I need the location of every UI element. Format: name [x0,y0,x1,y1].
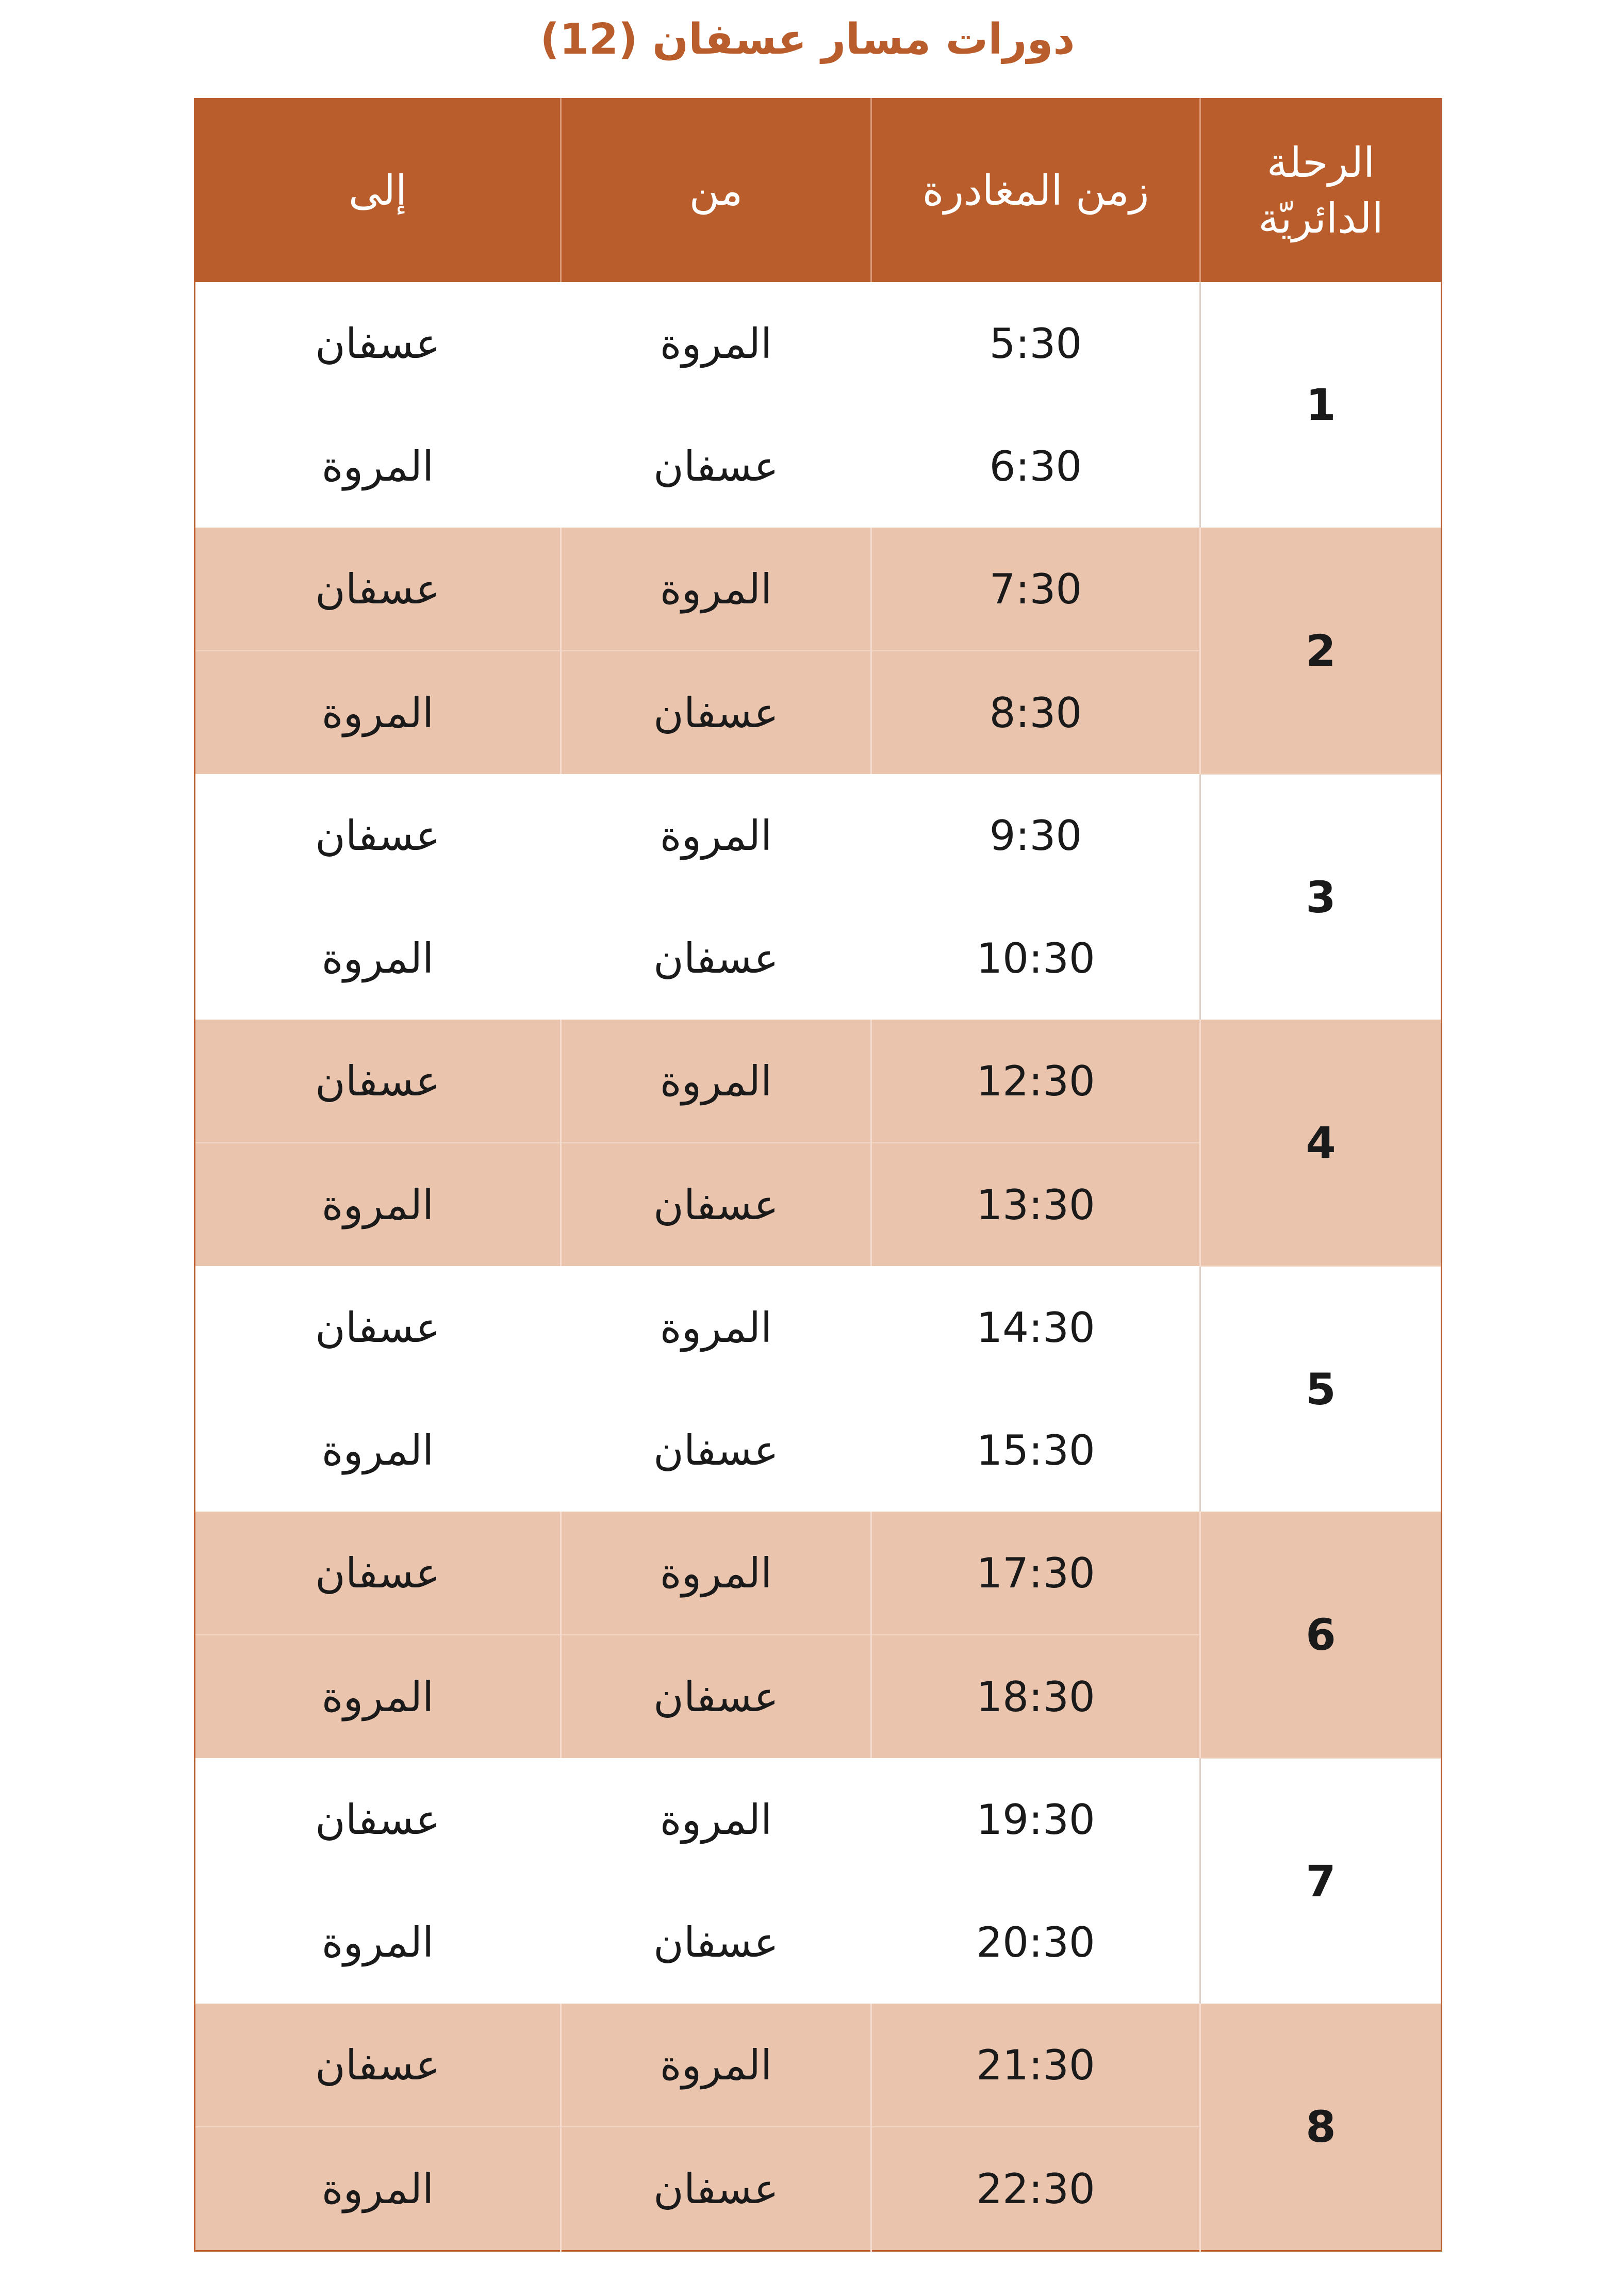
header-departure-time: زمن المغادرة [871,99,1200,283]
departure-time: 17:30 [871,1512,1200,1635]
departure-time: 19:30 [871,1758,1200,1881]
destination: المروة [195,1881,561,2004]
table-row [195,528,1442,651]
origin: عسفان [561,651,871,774]
table-row [195,1266,1442,1389]
destination: المروة [195,1143,561,1266]
destination: عسفان [195,528,561,651]
origin: المروة [561,282,871,405]
table-row [195,1020,1442,1143]
departure-time: 12:30 [871,1020,1200,1143]
destination: المروة [195,897,561,1020]
departure-time: 5:30 [871,282,1200,405]
page-title: دورات مسار عسفان (12) [540,15,1075,64]
departure-time: 10:30 [871,897,1200,1020]
trip-number: 6 [1200,1512,1442,1758]
departure-time: 18:30 [871,1635,1200,1758]
departure-time: 9:30 [871,774,1200,897]
origin: المروة [561,1512,871,1635]
table-row [195,1758,1442,1881]
destination: عسفان [195,1266,561,1389]
trip-number: 7 [1200,1758,1442,2004]
header-from: من [561,99,871,283]
departure-time: 20:30 [871,1881,1200,2004]
destination: عسفان [195,774,561,897]
departure-time: 7:30 [871,528,1200,651]
origin: المروة [561,1758,871,1881]
table-row [195,282,1442,405]
origin: عسفان [561,1389,871,1512]
destination: عسفان [195,1020,561,1143]
table-row [195,2004,1442,2127]
trip-number: 8 [1200,2004,1442,2251]
table-row [195,774,1442,897]
origin: عسفان [561,1635,871,1758]
destination: عسفان [195,1512,561,1635]
origin: عسفان [561,1881,871,2004]
origin: المروة [561,2004,871,2127]
origin: المروة [561,1020,871,1143]
header-to: إلى [195,99,561,283]
trip-number: 2 [1200,528,1442,774]
departure-time: 15:30 [871,1389,1200,1512]
destination: عسفان [195,1758,561,1881]
destination: المروة [195,1389,561,1512]
table-header-row [195,99,1442,283]
origin: عسفان [561,1143,871,1266]
trip-number: 4 [1200,1020,1442,1266]
origin: المروة [561,774,871,897]
destination: المروة [195,405,561,528]
destination: المروة [195,651,561,774]
trip-number: 5 [1200,1266,1442,1512]
origin: عسفان [561,2127,871,2251]
origin: عسفان [561,405,871,528]
departure-time: 6:30 [871,405,1200,528]
schedule-table [194,98,1442,2252]
departure-time: 22:30 [871,2127,1200,2251]
header-trip: الرحلة الدائريّة [1200,99,1442,283]
origin: المروة [561,1266,871,1389]
departure-time: 13:30 [871,1143,1200,1266]
destination: عسفان [195,282,561,405]
table-body [195,282,1442,2251]
origin: المروة [561,528,871,651]
destination: المروة [195,2127,561,2251]
destination: المروة [195,1635,561,1758]
trip-number: 3 [1200,774,1442,1020]
departure-time: 8:30 [871,651,1200,774]
departure-time: 21:30 [871,2004,1200,2127]
departure-time: 14:30 [871,1266,1200,1389]
destination: عسفان [195,2004,561,2127]
table-row [195,1512,1442,1635]
trip-number: 1 [1200,282,1442,528]
origin: عسفان [561,897,871,1020]
